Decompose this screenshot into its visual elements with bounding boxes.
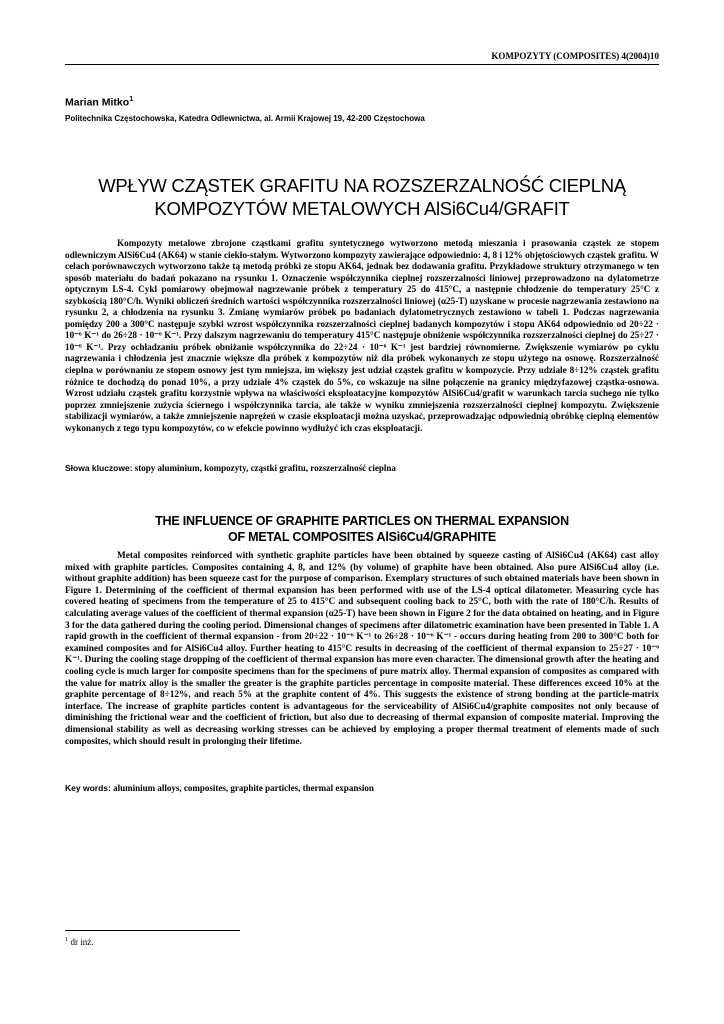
english-abstract xyxy=(65,551,659,748)
polish-title xyxy=(65,174,659,220)
english-title-line1: THE INFLUENCE OF GRAPHITE PARTICLES ON THERMAL EXPANSION xyxy=(155,514,569,528)
english-abstract-text: Metal composites reinforced with synthetic graphite particles have been obtained by squeeze casting of AlSi6Cu4 (AK64) cast alloy mixed with graphite particles. Composites containing 4, 8, and 12% (by volume) of graphite have been obtained. Also pure AlSi6Cu4 alloy (i.e. without graphite addition) has been squeeze cast for the purpose of comparison. Exemplary structures of such obtained materials have been shown in Figure 1. Determining of the coefficient of thermal expansion has been performed with use of the LS-4 optical dilatometer. Measuring cycle has covered heating of specimens from the temperature of 25 to 415°C and subsequent cooling back to 25°C, both with the rate of 180°C/h. Results of calculating average values of the coefficient of thermal expansion (α25-T) have been shown in Figure 2 for the data obtained on heating, and in Figure 3 for the data gathered during the cooling period. Dimensional changes of specimens after dilatometric examination have been presented in Table 1. A rapid growth in the coefficient of thermal expansion - from 20÷22 · 10⁻⁶ K⁻¹ to 26÷28 · 10⁻⁶ K⁻¹ - occurs during heating from 200 to 300°C both for examined composites and for AlSi6Cu4 alloy. Further heating to 415°C results in decreasing of the coefficient of thermal expansion to 25÷27 · 10⁻⁶ K⁻¹. During the cooling stage dropping of the coefficient of thermal expansion has more even character. The dimensional growth after the heating and cooling cycle is much larger for composite specimens than for the specimens of pure matrix alloy. Thermal expansion of composites as compared with the value for matrix alloy is the smaller the greater is the graphite particles percentage in composite material. These differences exceed 10% at the graphite percentage of 8÷12%, and reach 5% at the graphite content of 4%. This suggests the existence of strong bonding at the particle-matrix interface. The increase of graphite particles content is advantageous for the serviceability of AlSi6Cu4/graphite composites not only because of diminishing the frictional wear and the coefficient of friction, but also due to decreasing of thermal expansion of composite material. Improving the dimensional stability as well as decreasing working stresses can be achieved by employing a proper thermal treatment of elements made of such composites, which should result in prolonging their lifetime. xyxy=(65,551,659,747)
polish-keywords-label: Słowa kluczowe: xyxy=(65,463,133,473)
footnote-mark: 1 xyxy=(65,936,69,943)
journal-header: KOMPOZYTY (COMPOSITES) 4(2004)10 xyxy=(65,51,659,65)
author-affiliation: Politechnika Częstochowska, Katedra Odlewnictwa, al. Armii Krajowej 19, 42-200 Częstochowa xyxy=(65,114,425,123)
footnote xyxy=(65,936,94,947)
polish-abstract-text: Kompozyty metalowe zbrojone cząstkami grafitu syntetycznego wytworzono metodą mieszania i prasowania cząstek ze stopem odlewniczym AlSi6Cu4 (AK64) w stanie ciekło-stałym. Wytworzono kompozyty zawierające odpowiednio: 4, 8 i 12% objętościowych cząstek grafitu. W celach porównawczych wytworzono także tą metodą próbki ze stopu AK64, jednak bez dodawania grafitu. Przykładowe struktury otrzymanego w ten sposób materiału do badań pokazano na rysunku 1. Oznaczenie współczynnika cieplnej rozszerzalności liniowej przeprowadzono na dylatometrze optycznym LS-4. Cykl pomiarowy obejmował nagrzewanie próbek z temperatury 25 do 415°C, a następnie chłodzenie do temperatury 25°C z szybkością 180°C/h. Wyniki obliczeń średnich wartości współczynnika rozszerzalności liniowej (α25-T) uzyskane w procesie nagrzewania zestawiono na rysunku 2, a chłodzenia na rysunku 3. Zmianę wymiarów próbek po badaniach dylatometrycznych zestawiono w tabeli 1. Podczas nagrzewania pomiędzy 200 a 300°C następuje szybki wzrost współczynnika rozszerzalności cieplnej badanych kompozytów i stopu AK64 odpowiednio od 20÷22 · 10⁻⁶ K⁻¹ do 26÷28 · 10⁻⁶ K⁻¹. Przy dalszym nagrzewaniu do temperatury 415°C następuje obniżenie współczynnika rozszerzalności cieplnej do 25÷27 · 10⁻⁶ K⁻¹. Przy ochładzaniu próbek obniżanie współczynnika do 22÷24 · 10⁻⁶ K⁻¹ jest bardziej równomierne. Zwiększenie wymiarów po cyklu nagrzewania i chłodzenia jest znacznie większe dla próbek z kompozytów niż dla próbek wykonanych ze stopu użytego na osnowę. Rozszerzalność cieplna w porównaniu ze stopem osnowy jest tym mniejsza, im większy jest udział cząstek grafitu w kompozycie. Przy udziale 8÷12% cząstek grafitu różnice te dochodzą do ponad 10%, a przy udziale 4% cząstek do 5%, co wskazuje na silne połączenie na granicy międzyfazowej cząstka-osnowa. Wzrost udziału cząstek grafitu korzystnie wpływa na właściwości eksploatacyjne kompozytów AlSi6Cu4/grafit w warunkach tarcia suchego nie tylko poprzez zmniejszenie zużycia ściernego i współczynnika tarcia, ale także w wyniku zmniejszenia rozszerzalności cieplnej kompozytu. Zwiększenie stabilizacji wymiarów, a także zmniejszenie naprężeń w czasie eksploatacji można uzyskać, przeprowadzając odpowiednią obróbkę cieplną elementów wykonanych z tego typu kompozytów, co w efekcie powinno wydłużyć ich czas eksploatacji. xyxy=(65,238,659,433)
author-name-text: Marian Mitko xyxy=(65,96,130,109)
footnote-marker: 1 xyxy=(129,96,134,103)
polish-abstract xyxy=(65,238,659,434)
polish-title-line2: KOMPOZYTÓW METALOWYCH AlSi6Cu4/GRAFIT xyxy=(154,198,570,219)
english-keywords-text: aluminium alloys, composites, graphite particles, thermal expansion xyxy=(113,783,374,793)
english-keywords xyxy=(65,783,659,793)
polish-keywords-text: stopy aluminium, kompozyty, cząstki grafitu, rozszerzalność cieplna xyxy=(134,463,396,473)
polish-title-line1: WPŁYW CZĄSTEK GRAFITU NA ROZSZERZALNOŚĆ CIEPLNĄ xyxy=(98,175,626,196)
english-title-line2: OF METAL COMPOSITES AlSi6Cu4/GRAPHITE xyxy=(227,530,497,544)
footnote-text: dr inż. xyxy=(70,937,94,947)
polish-keywords xyxy=(65,463,659,473)
footnote-divider xyxy=(65,930,240,931)
english-title xyxy=(65,513,659,545)
english-keywords-label: Key words: xyxy=(65,783,111,793)
author-name xyxy=(65,96,133,109)
